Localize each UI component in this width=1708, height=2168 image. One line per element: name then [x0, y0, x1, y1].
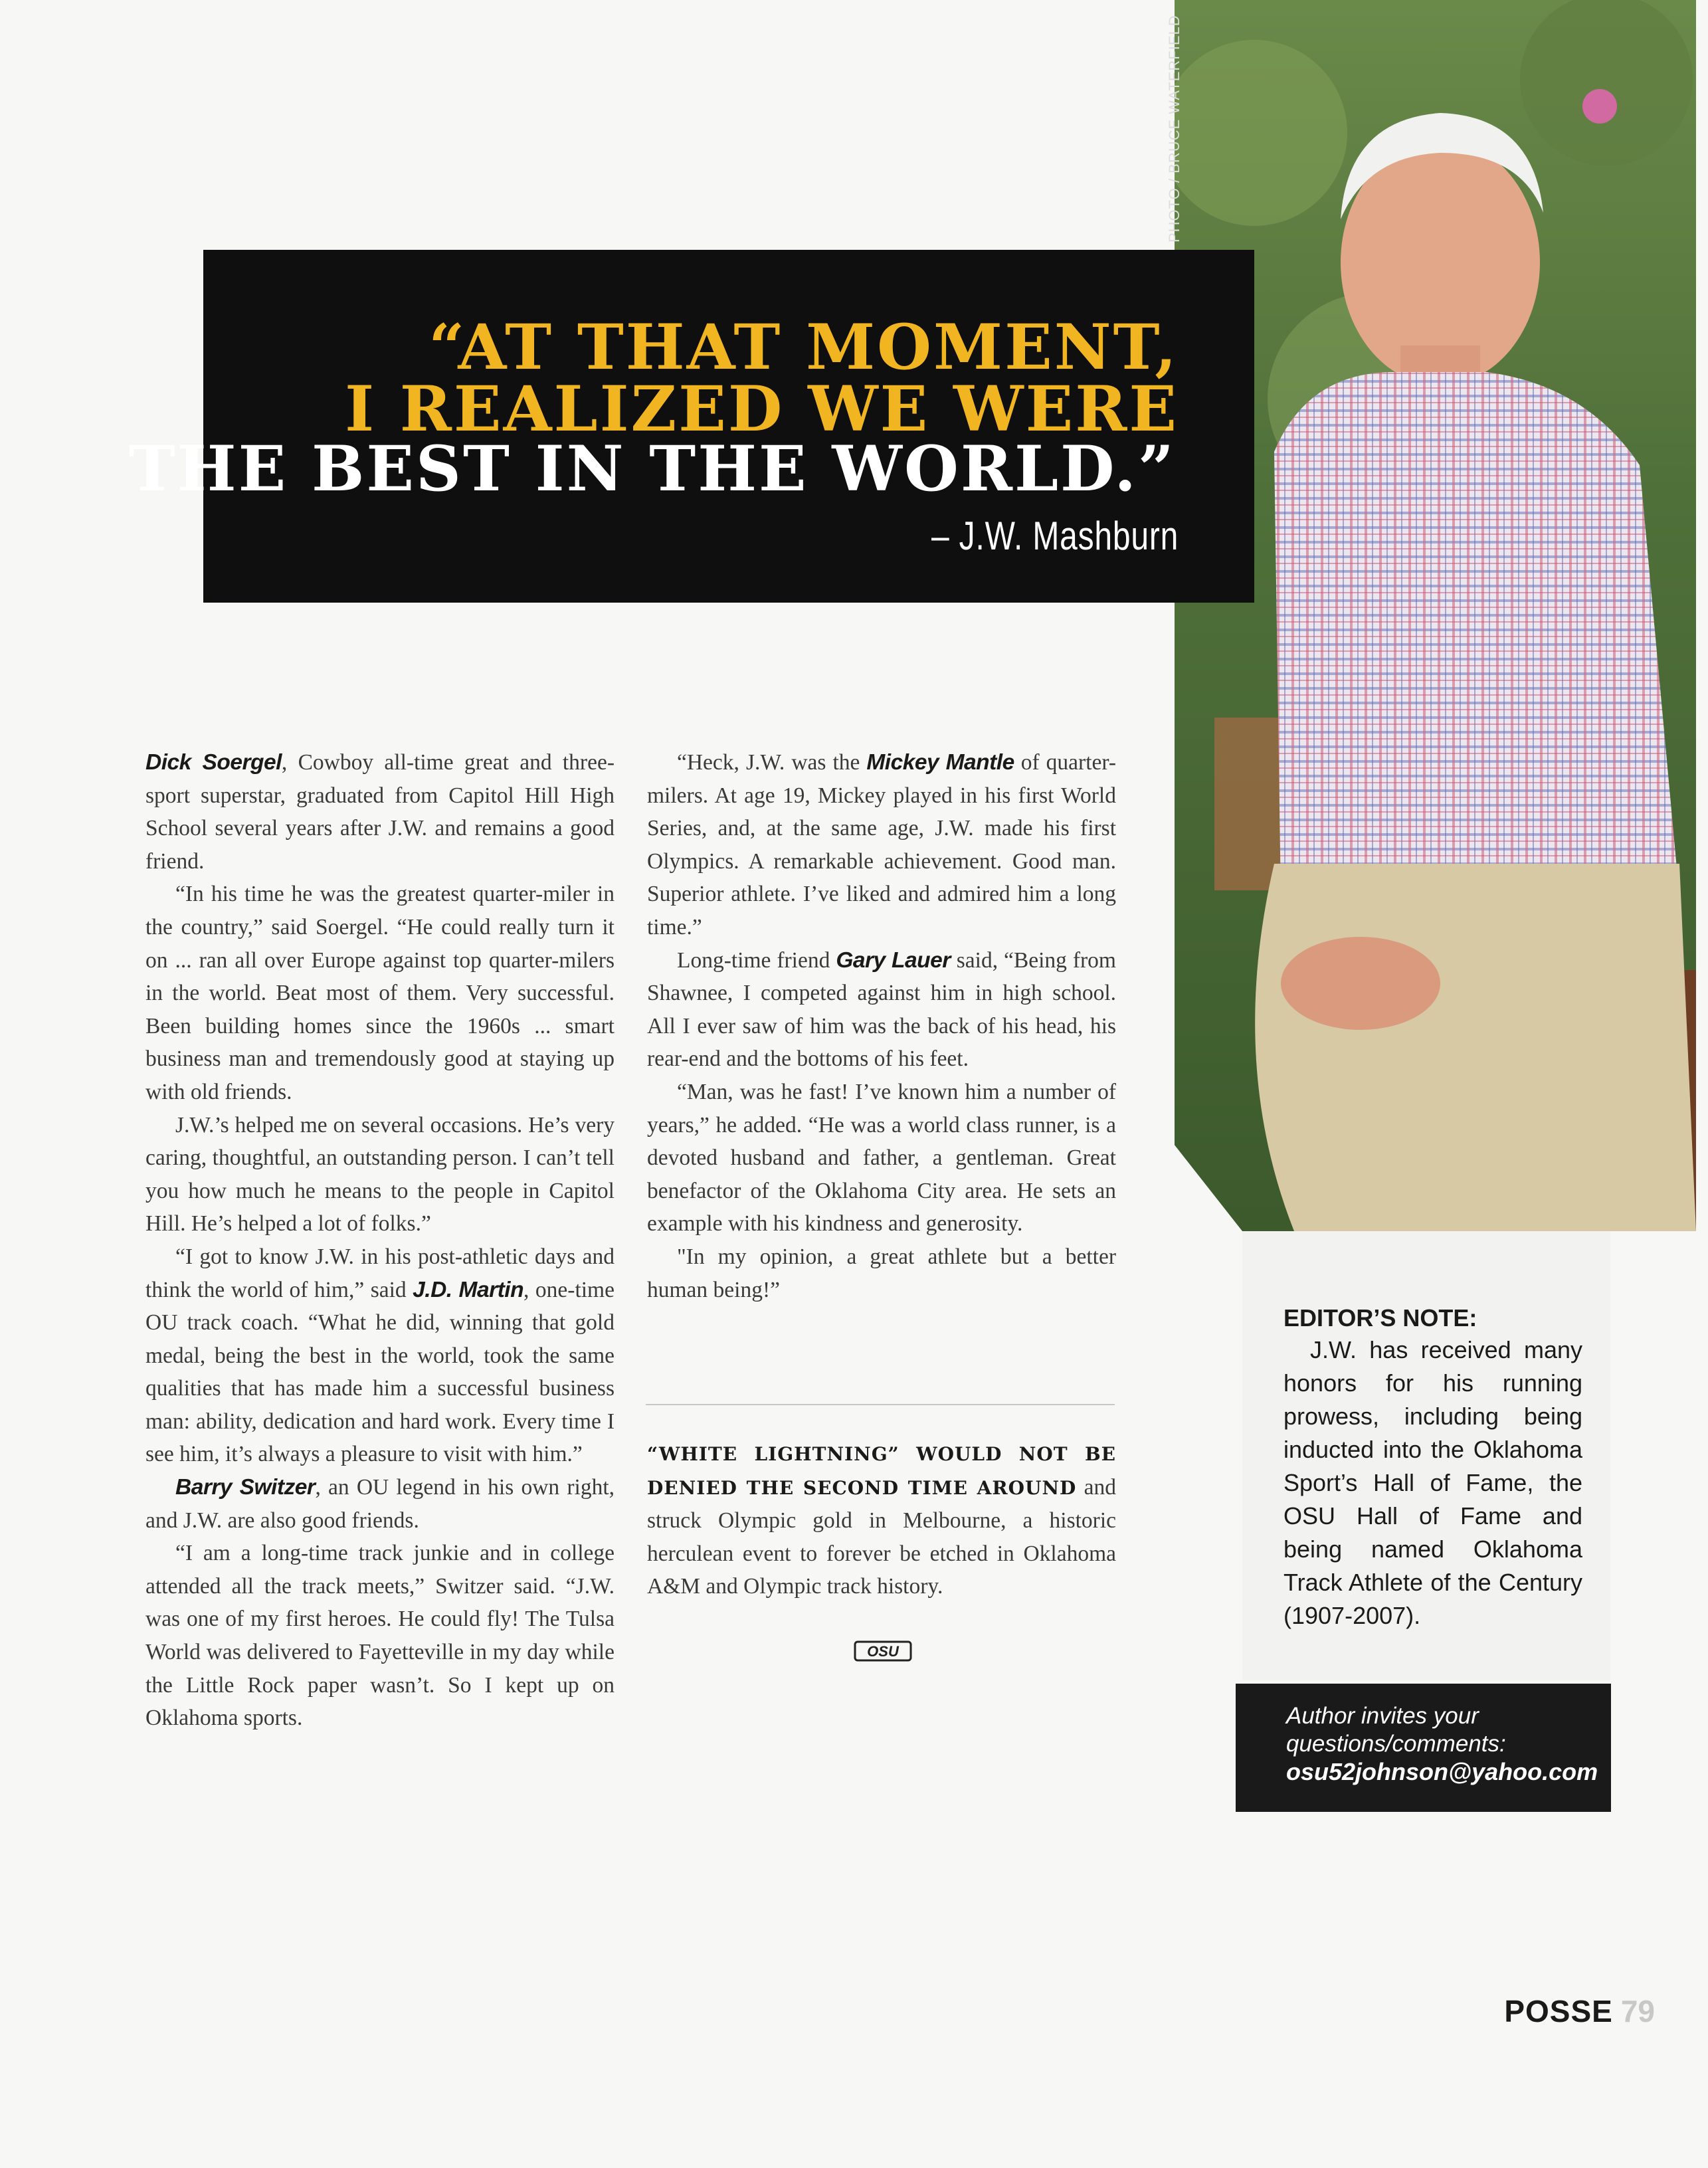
pull-quote-attribution: – J.W. Mashburn — [931, 514, 1179, 558]
person-name: Barry Switzer — [175, 1475, 316, 1500]
page-number: 79 — [1620, 1994, 1655, 2028]
author-invite-line-1: Author invites your — [1286, 1703, 1479, 1729]
magazine-name: POSSE — [1504, 1994, 1613, 2028]
paragraph: Barry Switzer, an OU legend in his own right, and J.W. are also good friends. — [145, 1475, 615, 1533]
photo-credit: PHOTO / BRUCE WATERFIELD — [1166, 15, 1183, 243]
closing-lead: “WHITE LIGHTNING” WOULD NOT BE DENIED THE SECOND TIME AROUND — [647, 1443, 1116, 1499]
author-contact-box — [1236, 1684, 1611, 1812]
paragraph: “I got to know J.W. in his post-athletic days and think the world of him,” said J.D. Martin, one-time OU track coach. “What he did, winning that gold medal, being the best in the world, took the same qualities that has made him a successful business man: ability, dedication and hard work. Every time I see him, it’s always a pleasure to visit with him.” — [145, 1244, 615, 1467]
editor-note-title: EDITOR’S NOTE: — [1283, 1304, 1477, 1331]
paragraph: “In his time he was the greatest quarter-miler in the country,” said Soergel. “He could really turn it on ... ran all over Europe against top quarter-milers in the world. Beat most of them. Very successful. Been building homes since the 1960s ... smart business man and tremendously good at staying up with old friends. — [145, 882, 615, 1104]
portrait-photo — [1175, 0, 1696, 1231]
paragraph: “I am a long-time track junkie and in college attended all the track meets,” Switzer said. “J.W. was one of my first heroes. He could fly! The Tulsa World was delivered to Fayetteville in my day while the Little Rock paper wasn’t. So I kept up on Oklahoma sports. — [145, 1541, 615, 1731]
paragraph: “Man, was he fast! I’ve known him a number of years,” he added. “He was a world class runner, is a devoted husband and father, a gentleman. Great benefactor of the Oklahoma City area. He sets an example with his kindness and generosity. — [647, 1079, 1116, 1236]
author-invite-line-2: questions/comments: — [1286, 1731, 1506, 1757]
person-name: J.D. Martin — [413, 1277, 524, 1302]
paragraph: Dick Soergel, Cowboy all-time great and three-sport superstar, graduated from Capitol Hill High School several years after J.W. and remains a good friend. — [145, 750, 615, 874]
osu-logo-text: OSU — [867, 1643, 899, 1660]
editor-note-text: J.W. has received many honors for his running prowess, including being inducted into the Oklahoma Sport’s Hall of Fame, the OSU Hall of Fame and being named Oklahoma Track Athlete of the Century (1907-2007). — [1283, 1336, 1582, 1629]
person-name: Mickey Mantle — [866, 750, 1014, 775]
pull-quote-box — [128, 250, 1254, 603]
article-column-2 — [647, 746, 1116, 1306]
section-divider — [646, 1404, 1115, 1405]
pull-quote-line-1: “AT THAT MOMENT, — [428, 311, 1179, 384]
editor-note-box — [1242, 1231, 1610, 1680]
paragraph: “Heck, J.W. was the Mickey Mantle of quarter-milers. At age 19, Mickey played in his first World Series, and, at the same age, J.W. made his first Olympics. A remarkable achievement. Good man. Superior athlete. I’ve liked and admired him a long time.” — [647, 750, 1117, 939]
pull-quote-line-3: THE BEST IN THE WORLD.” — [128, 433, 1176, 506]
paragraph: J.W.’s helped me on several occasions. He’s very caring, thoughtful, an outstanding person. I can’t tell you how much he means to the people in Capitol Hill. He’s helped a lot of folks.” — [145, 1112, 615, 1236]
person-name: Dick Soergel — [145, 750, 282, 775]
paragraph: "In my opinion, a great athlete but a better human being!” — [647, 1244, 1116, 1302]
paragraph: Long-time friend Gary Lauer said, “Being from Shawnee, I competed against him in high school. All I ever saw of him was the back of his head, his rear-end and the bottoms of his feet. — [647, 947, 1116, 1072]
osu-logo-icon — [854, 1636, 912, 1666]
page-footer — [1504, 1993, 1655, 2029]
pull-quote-line-2: I REALIZED WE WERE — [345, 373, 1179, 446]
person-name: Gary Lauer — [836, 947, 951, 973]
closing-paragraph: “WHITE LIGHTNING” WOULD NOT BE DENIED THE SECOND TIME AROUND and struck Olympic gold in Melbourne, a historic herculean event to forever be etched in Oklahoma A&M and Olympic track history. — [647, 1443, 1116, 1599]
author-email-link[interactable]: osu52johnson@yahoo.com — [1286, 1758, 1598, 1785]
article-column-1 — [145, 746, 615, 1735]
